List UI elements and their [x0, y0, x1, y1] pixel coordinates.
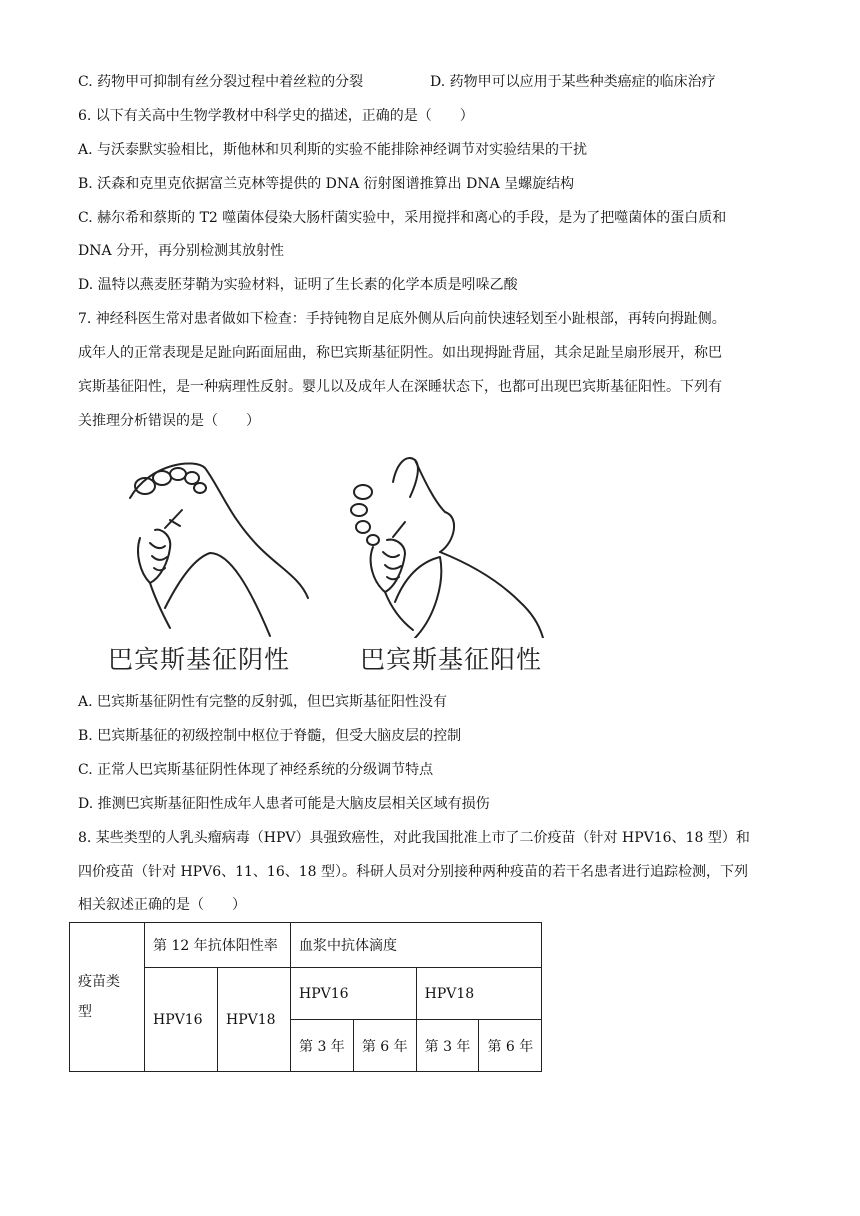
header-vaccine-type [70, 923, 145, 1072]
q7-stem-line4: 关推理分析错误的是（ ） [78, 413, 260, 429]
q7-stem-line1: 7. 神经科医生常对患者做如下检查：手持钝物自足底外侧从后向前快速轻划至小趾根部，再转向拇趾侧。 [78, 311, 726, 327]
q6-stem: 6. 以下有关高中生物学教材中科学史的描述，正确的是（ ） [78, 108, 474, 124]
q7-option-a: A. 巴宾斯基征阴性有完整的反射弧，但巴宾斯基征阳性没有 [78, 694, 448, 710]
q8-stem-line2: 四价疫苗（针对 HPV6、11、16、18 型）。科研人员对分别接种两种疫苗的若干名患者进行追踪检测，下列 [78, 864, 748, 880]
q7-option-b: B. 巴宾斯基征的初级控制中枢位于脊髓，但受大脑皮层的控制 [78, 728, 462, 744]
header-rate-hpv18: HPV18 [218, 968, 291, 1072]
header-titer-hpv18: HPV18 [416, 968, 542, 1020]
q5-option-c: C. 药物甲可抑制有丝分裂过程中着丝粒的分裂 [78, 74, 364, 90]
header-vaccine-type-line1: 疫苗类 [78, 974, 120, 990]
q7-option-d: D. 推测巴宾斯基征阳性成年人患者可能是大脑皮层相关区域有损伤 [78, 796, 490, 812]
header-hpv16-year3: 第 3 年 [291, 1020, 354, 1072]
q6-option-b: B. 沃森和克里克依据富兰克林等提供的 DNA 衍射图谱推算出 DNA 呈螺旋结构 [78, 176, 575, 192]
hpv-vaccine-table [69, 922, 542, 1072]
q7-option-c: C. 正常人巴宾斯基征阴性体现了神经系统的分级调节特点 [78, 762, 434, 778]
header-positive-rate: 第 12 年抗体阳性率 [145, 923, 291, 968]
q6-option-d: D. 温特以燕麦胚芽鞘为实验材料，证明了生长素的化学本质是吲哚乙酸 [78, 277, 518, 293]
header-antibody-titer: 血浆中抗体滴度 [291, 923, 542, 968]
babinski-positive-illustration [345, 452, 545, 638]
header-hpv16-year6: 第 6 年 [353, 1020, 416, 1072]
header-hpv18-year6: 第 6 年 [479, 1020, 542, 1072]
babinski-negative-illustration [110, 458, 310, 638]
header-titer-hpv16: HPV16 [291, 968, 417, 1020]
header-vaccine-type-line2: 型 [78, 1004, 92, 1020]
q6-option-c-line2: DNA 分开，再分别检测其放射性 [78, 243, 285, 259]
q5-option-d: D. 药物甲可以应用于某些种类癌症的临床治疗 [430, 74, 716, 90]
header-hpv18-year3: 第 3 年 [416, 1020, 479, 1072]
q8-stem-line1: 8. 某些类型的人乳头瘤病毒（HPV）具强致癌性，对此我国批准上市了二价疫苗（针对 HPV16、18 型）和 [78, 830, 750, 846]
q6-option-a: A. 与沃泰默实验相比，斯他林和贝利斯的实验不能排除神经调节对实验结果的干扰 [78, 142, 588, 158]
caption-negative: 巴宾斯基征阴性 [108, 645, 291, 674]
q6-option-c-line1: C. 赫尔希和蔡斯的 T2 噬菌体侵染大肠杆菌实验中，采用搅拌和离心的手段，是为了把噬菌体的蛋白质和 [78, 210, 727, 226]
q7-stem-line3: 宾斯基征阳性，是一种病理性反射。婴儿以及成年人在深睡状态下，也都可出现巴宾斯基征阳性。下列有 [78, 379, 722, 395]
header-rate-hpv16: HPV16 [145, 968, 218, 1072]
caption-positive: 巴宾斯基征阳性 [360, 645, 543, 674]
q7-stem-line2: 成年人的正常表现是足趾向跖面屈曲，称巴宾斯基征阴性。如出现拇趾背屈，其余足趾呈扇形展开，称巴 [78, 345, 722, 361]
q8-stem-line3: 相关叙述正确的是（ ） [78, 897, 246, 913]
